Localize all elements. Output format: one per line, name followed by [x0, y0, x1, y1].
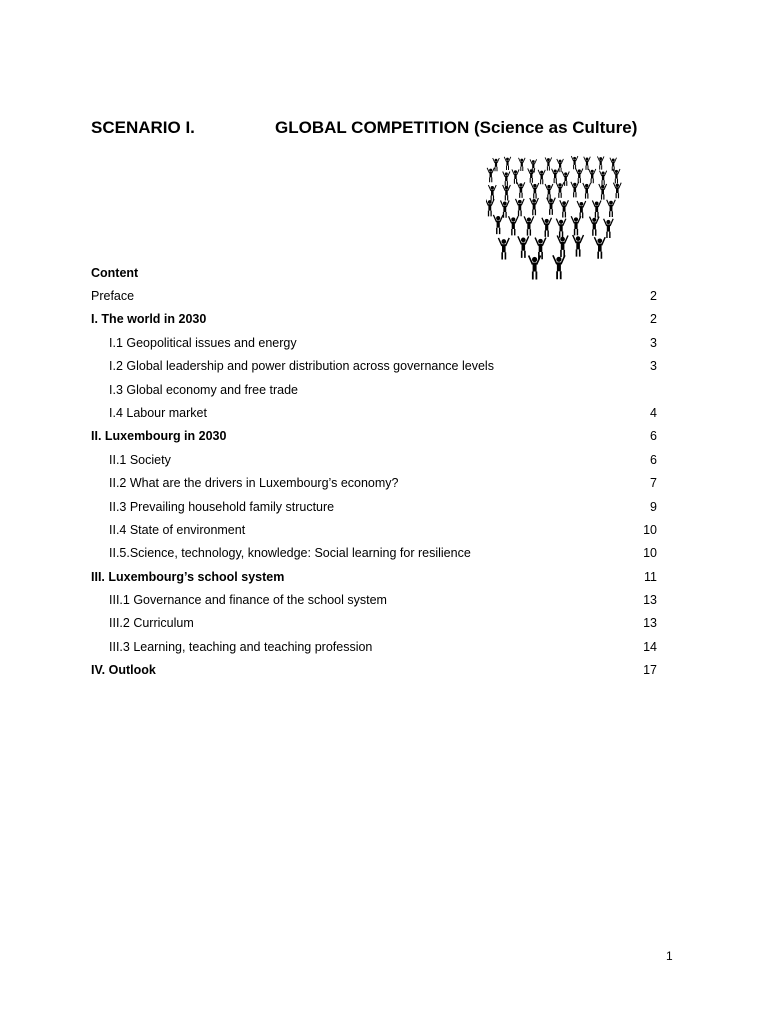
person-figure-icon — [545, 184, 553, 200]
toc-entry-page: 11 — [644, 569, 657, 584]
toc-entry-page: 6 — [650, 429, 657, 444]
person-figure-icon — [519, 158, 526, 171]
person-figure-icon — [547, 198, 556, 215]
toc-entry-page: 3 — [650, 335, 657, 350]
toc-entry-page: 9 — [650, 499, 657, 514]
person-figure-icon — [553, 255, 565, 279]
person-figure-icon — [571, 182, 579, 198]
person-figure-icon — [500, 201, 509, 218]
person-figure-icon — [557, 236, 568, 258]
toc-entry-page: 14 — [643, 639, 657, 654]
person-figure-icon — [538, 170, 545, 184]
toc-entry-label: III.2 Curriculum — [109, 616, 194, 631]
person-figure-icon — [594, 237, 605, 259]
person-figure-icon — [487, 168, 494, 182]
person-figure-icon — [589, 169, 596, 183]
person-figure-icon — [590, 217, 600, 236]
scenario-label: SCENARIO I. — [91, 118, 195, 137]
toc-subsection[interactable] — [91, 544, 657, 567]
person-figure-icon — [493, 215, 503, 234]
toc-subsection[interactable] — [91, 591, 657, 614]
toc-entry-page: 17 — [643, 663, 657, 678]
toc-entry-label: II. Luxembourg in 2030 — [91, 429, 227, 444]
person-figure-icon — [545, 157, 552, 170]
toc-subsection[interactable] — [91, 474, 657, 497]
toc-entry-label: I.4 Labour market — [109, 405, 207, 420]
toc-entry-page: 2 — [650, 312, 657, 327]
person-figure-icon — [560, 200, 569, 217]
toc-section[interactable] — [91, 310, 657, 333]
toc-entry-page: 13 — [643, 593, 657, 608]
person-figure-icon — [512, 169, 519, 183]
person-figure-icon — [524, 216, 534, 235]
toc-subsection[interactable] — [91, 614, 657, 637]
person-figure-icon — [504, 157, 511, 170]
toc-entry-label: II.2 What are the drivers in Luxembourg’s economy? — [109, 476, 399, 491]
person-figure-icon — [576, 169, 583, 183]
toc-entry-page: 7 — [650, 476, 657, 491]
toc-entry-page: 4 — [650, 405, 657, 420]
toc-subsection[interactable] — [91, 498, 657, 521]
person-figure-icon — [488, 185, 496, 201]
toc-entry-label: II.1 Society — [109, 452, 171, 467]
person-figure-icon — [552, 169, 559, 183]
person-figure-icon — [556, 182, 564, 198]
toc-section[interactable] — [91, 287, 657, 310]
person-figure-icon — [613, 183, 621, 199]
person-figure-icon — [529, 256, 541, 280]
toc-entry-label: I. The world in 2030 — [91, 312, 207, 327]
toc-entry-label: Preface — [91, 289, 135, 303]
page-title — [91, 116, 671, 140]
person-figure-icon — [542, 218, 552, 237]
toc-entry-page: 10 — [643, 522, 657, 537]
person-figure-icon — [498, 238, 509, 260]
toc-entry-page: 2 — [650, 289, 657, 303]
person-figure-icon — [503, 185, 511, 201]
toc-section[interactable] — [91, 568, 657, 591]
toc-entry-label: III.3 Learning, teaching and teaching profession — [109, 639, 373, 654]
person-figure-icon — [517, 182, 525, 198]
table-of-contents — [91, 287, 657, 685]
toc-subsection[interactable] — [91, 381, 657, 404]
toc-heading: Content — [91, 266, 139, 280]
person-figure-icon — [515, 199, 524, 216]
toc-subsection[interactable] — [91, 357, 657, 380]
person-figure-icon — [613, 169, 620, 183]
toc-entry-page: 6 — [650, 452, 657, 467]
person-figure-icon — [503, 172, 510, 186]
toc-entry-label: IV. Outlook — [91, 663, 156, 678]
toc-entry-label: I.1 Geopolitical issues and energy — [109, 335, 297, 350]
person-figure-icon — [528, 168, 535, 182]
toc-section[interactable] — [91, 427, 657, 450]
toc-subsection[interactable] — [91, 521, 657, 544]
person-figure-icon — [600, 171, 607, 185]
person-figure-icon — [518, 236, 529, 258]
toc-entry-page: 13 — [643, 616, 657, 631]
toc-subsection[interactable] — [91, 451, 657, 474]
toc-entry-page: 10 — [643, 546, 657, 561]
scenario-title: GLOBAL COMPETITION (Science as Culture) — [275, 118, 638, 137]
person-figure-icon — [531, 183, 539, 199]
person-figure-icon — [509, 216, 519, 235]
person-figure-icon — [583, 183, 591, 199]
toc-entry-label: III.1 Governance and finance of the school system — [109, 593, 387, 608]
toc-entry-label: III. Luxembourg’s school system — [91, 569, 285, 584]
toc-entry-label: I.2 Global leadership and power distribution across governance levels — [109, 359, 494, 374]
person-figure-icon — [571, 216, 581, 235]
person-figure-icon — [486, 199, 494, 216]
toc-entry-label: II.3 Prevailing household family structure — [109, 499, 335, 514]
person-figure-icon — [597, 156, 604, 169]
person-figure-icon — [604, 219, 614, 238]
toc-entry-label: I.3 Global economy and free trade — [109, 382, 299, 397]
person-figure-icon — [584, 157, 591, 170]
crowd-of-people-icon — [486, 150, 646, 280]
toc-entry-label: II.4 State of environment — [109, 522, 246, 537]
toc-subsection[interactable] — [91, 638, 657, 661]
person-figure-icon — [556, 219, 566, 238]
toc-entry-label: II.5.Science, technology, knowledge: Social learning for resilience — [109, 546, 471, 561]
person-figure-icon — [599, 184, 607, 200]
person-figure-icon — [571, 156, 578, 169]
person-figure-icon — [607, 200, 616, 217]
toc-section[interactable] — [91, 661, 657, 684]
person-figure-icon — [592, 201, 601, 218]
toc-subsection[interactable] — [91, 404, 657, 427]
person-figure-icon — [573, 235, 584, 257]
toc-subsection[interactable] — [91, 334, 657, 357]
person-figure-icon — [530, 198, 539, 215]
person-figure-icon — [577, 201, 586, 218]
page-number: 1 — [666, 949, 673, 963]
toc-entry-page: 3 — [650, 359, 657, 374]
